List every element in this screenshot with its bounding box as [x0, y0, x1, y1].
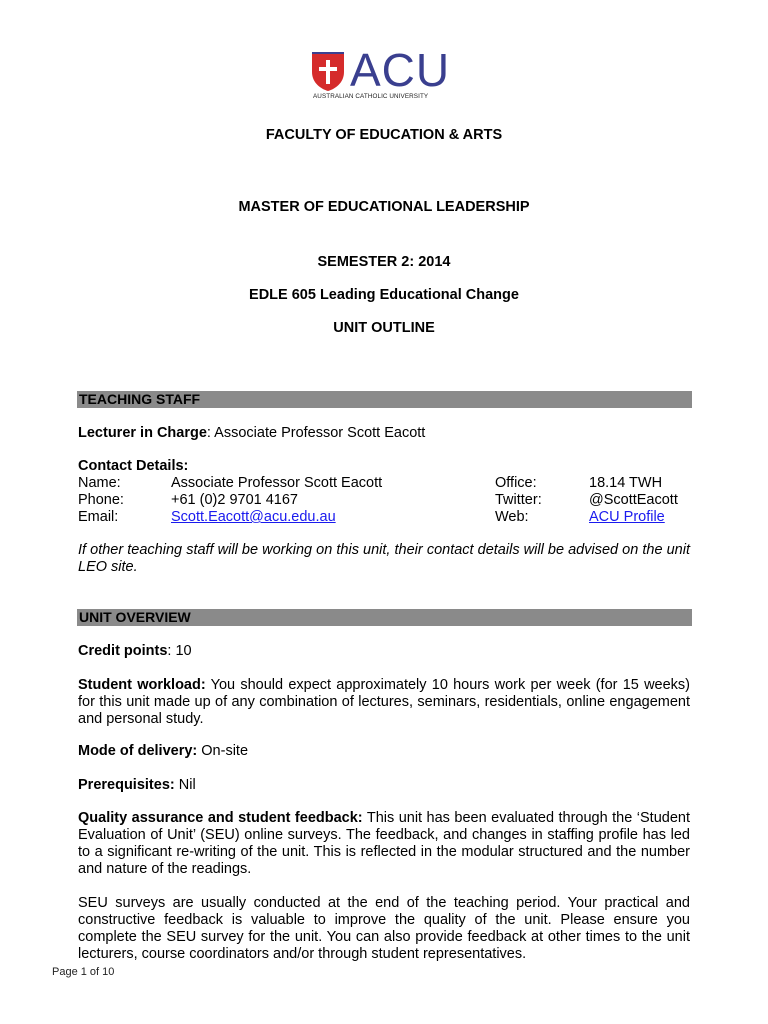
- unit-overview-heading-bar: [77, 609, 692, 626]
- logo-subtitle: AUSTRALIAN CATHOLIC UNIVERSITY: [313, 93, 429, 100]
- unit-title: EDLE 605 Leading Educational Change: [249, 287, 519, 303]
- phone-label: Phone:: [78, 492, 124, 508]
- office-label: Office:: [495, 475, 537, 491]
- office-value: 18.14 TWH: [589, 475, 663, 491]
- acu-logo: [311, 44, 461, 102]
- document-type: UNIT OUTLINE: [333, 320, 435, 336]
- page-number: Page 1 of 10: [52, 966, 115, 978]
- credit-label: Credit points: [78, 643, 168, 659]
- semester-title: SEMESTER 2: 2014: [317, 254, 451, 270]
- faculty-title: FACULTY OF EDUCATION & ARTS: [265, 127, 503, 143]
- teaching-staff-heading: TEACHING STAFF: [79, 391, 201, 407]
- seu-paragraph: SEU surveys are usually conducted at the end of the teaching period. Your practical and constructive feedback is valuable to improve the quality of the unit. Please ensure you complete the SEU survey for the unit. You can also provide feedback at other times to the unit lecturers, course coordinators and/or through student representatives.: [78, 895, 690, 962]
- email-label: Email:: [78, 509, 119, 525]
- workload-label: Student workload:: [78, 677, 206, 693]
- prereq-label: Prerequisites:: [78, 777, 175, 793]
- name-value: Associate Professor Scott Eacott: [171, 475, 383, 491]
- credit-points: [78, 643, 690, 660]
- qa-label: Quality assurance and student feedback:: [78, 810, 363, 826]
- shield-icon: [311, 52, 345, 92]
- email-link[interactable]: Scott.Eacott@acu.edu.au: [171, 509, 336, 525]
- web-label: Web:: [495, 509, 529, 525]
- mode-value: On-site: [197, 743, 249, 759]
- staff-note: If other teaching staff will be working on this unit, their contact details will be advised on the unit LEO site.: [78, 542, 690, 575]
- qa-value: This unit has been evaluated through the ‘Student Evaluation of Unit’ (SEU) online surveys. The feedback, and changes in staffing profile has led to a significant re-writing of the unit. This is reflected in the modular structured and the number and nature of the readings.: [78, 810, 690, 877]
- student-workload: [78, 677, 690, 728]
- lecturer-in-charge: [78, 425, 690, 442]
- teaching-staff-heading-bar: [77, 391, 692, 408]
- name-label: Name:: [78, 475, 121, 491]
- contact-details-heading: Contact Details:: [78, 458, 189, 474]
- prerequisites: [78, 777, 690, 794]
- workload-value: You should expect approximately 10 hours work per week (for 15 weeks) for this unit made up of any combination of lectures, seminars, residentials, online engagement and personal study.: [78, 677, 691, 727]
- twitter-value: @ScottEacott: [589, 492, 678, 508]
- phone-value: +61 (0)2 9701 4167: [171, 492, 298, 508]
- quality-assurance: [78, 810, 690, 878]
- mode-label: Mode of delivery:: [78, 743, 198, 759]
- mode-of-delivery: [78, 743, 690, 760]
- lic-label: Lecturer in Charge: [78, 425, 207, 441]
- logo-wordmark: ACU: [350, 44, 451, 96]
- lic-value: : Associate Professor Scott Eacott: [206, 425, 426, 441]
- unit-overview-heading: UNIT OVERVIEW: [79, 609, 191, 625]
- prereq-value: Nil: [174, 777, 196, 793]
- acu-profile-link[interactable]: ACU Profile: [589, 509, 665, 525]
- program-title: MASTER OF EDUCATIONAL LEADERSHIP: [238, 199, 530, 215]
- twitter-label: Twitter:: [495, 492, 542, 508]
- credit-value: : 10: [167, 643, 192, 659]
